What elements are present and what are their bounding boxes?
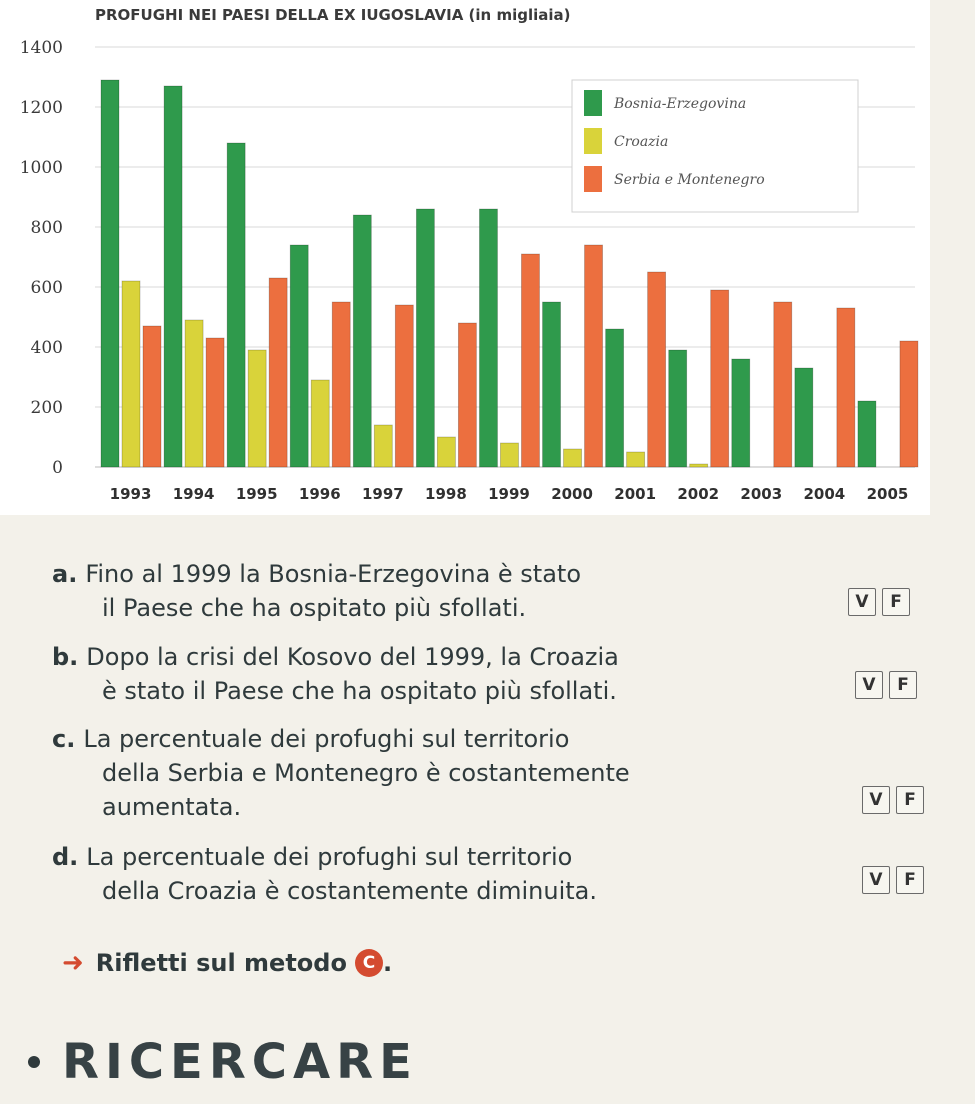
arrow-right-icon: ➜ <box>62 948 84 978</box>
true-checkbox[interactable]: V <box>862 786 890 814</box>
bar-serbia-e-montenegro-2005 <box>900 341 918 467</box>
bullet-icon <box>28 1056 40 1068</box>
bar-serbia-e-montenegro-2004 <box>837 308 855 467</box>
bar-croazia-1999 <box>500 443 518 467</box>
bar-serbia-e-montenegro-1994 <box>206 338 224 467</box>
rifletti-label: Rifletti sul metodo <box>95 949 347 977</box>
true-false-d <box>862 866 924 894</box>
bar-croazia-2001 <box>627 452 645 467</box>
true-checkbox[interactable]: V <box>862 866 890 894</box>
chart-title: PROFUGHI NEI PAESI DELLA EX IUGOSLAVIA (in migliaia) <box>95 6 571 24</box>
bar-bosnia-erzegovina-1999 <box>479 209 497 467</box>
question-text: Fino al 1999 la Bosnia-Erzegovina è stato <box>85 560 582 588</box>
x-tick-label: 1995 <box>235 485 278 503</box>
false-checkbox[interactable]: F <box>882 588 910 616</box>
question-b <box>52 640 619 708</box>
x-tick-label: 1998 <box>425 485 467 503</box>
bar-bosnia-erzegovina-2002 <box>669 350 687 467</box>
question-letter: d. <box>52 843 79 871</box>
true-false-a <box>848 588 910 616</box>
question-text: è stato il Paese che ha ospitato più sfollati. <box>102 677 617 706</box>
true-false-b <box>855 671 917 699</box>
bar-serbia-e-montenegro-2002 <box>711 290 729 467</box>
bar-bosnia-erzegovina-1993 <box>101 80 119 467</box>
false-checkbox[interactable]: F <box>896 786 924 814</box>
section-heading <box>0 1034 418 1090</box>
bar-bosnia-erzegovina-2000 <box>543 302 561 467</box>
bar-bosnia-erzegovina-1998 <box>416 209 434 467</box>
bar-croazia-2002 <box>690 464 708 467</box>
bar-chart <box>0 0 975 520</box>
question-text: La percentuale dei profughi sul territorio <box>83 725 570 753</box>
bar-croazia-1998 <box>437 437 455 467</box>
y-tick-label: 1200 <box>19 98 63 118</box>
bar-serbia-e-montenegro-2003 <box>774 302 792 467</box>
x-tick-label: 2003 <box>740 485 783 503</box>
bar-bosnia-erzegovina-2001 <box>606 329 624 467</box>
bar-serbia-e-montenegro-1995 <box>269 278 287 467</box>
question-text: della Serbia e Montenegro è costantemente <box>102 759 630 788</box>
x-tick-label: 2002 <box>677 485 720 503</box>
true-false-c <box>862 786 924 814</box>
y-tick-label: 1000 <box>19 158 63 178</box>
x-tick-label: 1994 <box>172 485 215 503</box>
rifletti-period: . <box>382 949 393 977</box>
y-tick-label: 600 <box>30 278 63 298</box>
bar-croazia-2000 <box>564 449 582 467</box>
question-text: La percentuale dei profughi sul territorio <box>86 843 573 871</box>
legend-swatch <box>584 166 602 192</box>
bar-bosnia-erzegovina-1995 <box>227 143 245 467</box>
x-tick-label: 2001 <box>614 485 657 503</box>
section-title: RICERCARE <box>62 1034 418 1090</box>
question-c <box>52 722 630 824</box>
bar-croazia-1997 <box>374 425 392 467</box>
bar-serbia-e-montenegro-1993 <box>143 326 161 467</box>
question-text: il Paese che ha ospitato più sfollati. <box>102 594 527 623</box>
question-text: della Croazia è costantemente diminuita. <box>102 877 597 906</box>
bar-serbia-e-montenegro-1997 <box>395 305 413 467</box>
bar-bosnia-erzegovina-2005 <box>858 401 876 467</box>
bar-serbia-e-montenegro-2001 <box>648 272 666 467</box>
bar-bosnia-erzegovina-1994 <box>164 86 182 467</box>
bar-bosnia-erzegovina-2003 <box>732 359 750 467</box>
true-checkbox[interactable]: V <box>848 588 876 616</box>
question-letter: b. <box>52 643 79 671</box>
chart-legend <box>572 80 858 212</box>
x-tick-label: 1993 <box>109 485 152 503</box>
false-checkbox[interactable]: F <box>889 671 917 699</box>
bar-croazia-1993 <box>122 281 140 467</box>
x-tick-label: 1997 <box>361 485 404 503</box>
bar-croazia-1995 <box>248 350 266 467</box>
question-a <box>52 557 581 625</box>
x-tick-label: 2005 <box>866 485 909 503</box>
false-checkbox[interactable]: F <box>896 866 924 894</box>
question-text: Dopo la crisi del Kosovo del 1999, la Croazia <box>86 643 619 671</box>
metodo-badge: C <box>355 949 383 977</box>
legend-label: Bosnia-Erzegovina <box>614 96 747 112</box>
y-tick-label: 800 <box>30 218 63 238</box>
y-tick-label: 400 <box>30 338 63 358</box>
question-letter: a. <box>52 560 78 588</box>
legend-label: Serbia e Montenegro <box>614 172 765 188</box>
bar-serbia-e-montenegro-1996 <box>332 302 350 467</box>
legend-swatch <box>584 90 602 116</box>
bar-croazia-1996 <box>311 380 329 467</box>
x-tick-label: 1999 <box>488 485 530 503</box>
legend-swatch <box>584 128 602 154</box>
y-tick-label: 0 <box>52 458 63 478</box>
legend-label: Croazia <box>614 134 669 150</box>
x-tick-label: 2004 <box>803 485 846 503</box>
y-tick-label: 200 <box>30 398 63 418</box>
rifletti-link[interactable] <box>62 948 392 978</box>
true-checkbox[interactable]: V <box>855 671 883 699</box>
x-tick-label: 2000 <box>551 485 593 503</box>
y-tick-label: 1400 <box>19 38 63 58</box>
question-letter: c. <box>52 725 76 753</box>
question-text: aumentata. <box>102 793 242 822</box>
bar-serbia-e-montenegro-1998 <box>458 323 476 467</box>
bar-bosnia-erzegovina-1996 <box>290 245 308 467</box>
question-d <box>52 840 597 908</box>
bar-serbia-e-montenegro-1999 <box>521 254 539 467</box>
bar-bosnia-erzegovina-2004 <box>795 368 813 467</box>
bar-serbia-e-montenegro-2000 <box>585 245 603 467</box>
x-tick-label: 1996 <box>298 485 341 503</box>
bar-bosnia-erzegovina-1997 <box>353 215 371 467</box>
bar-croazia-1994 <box>185 320 203 467</box>
